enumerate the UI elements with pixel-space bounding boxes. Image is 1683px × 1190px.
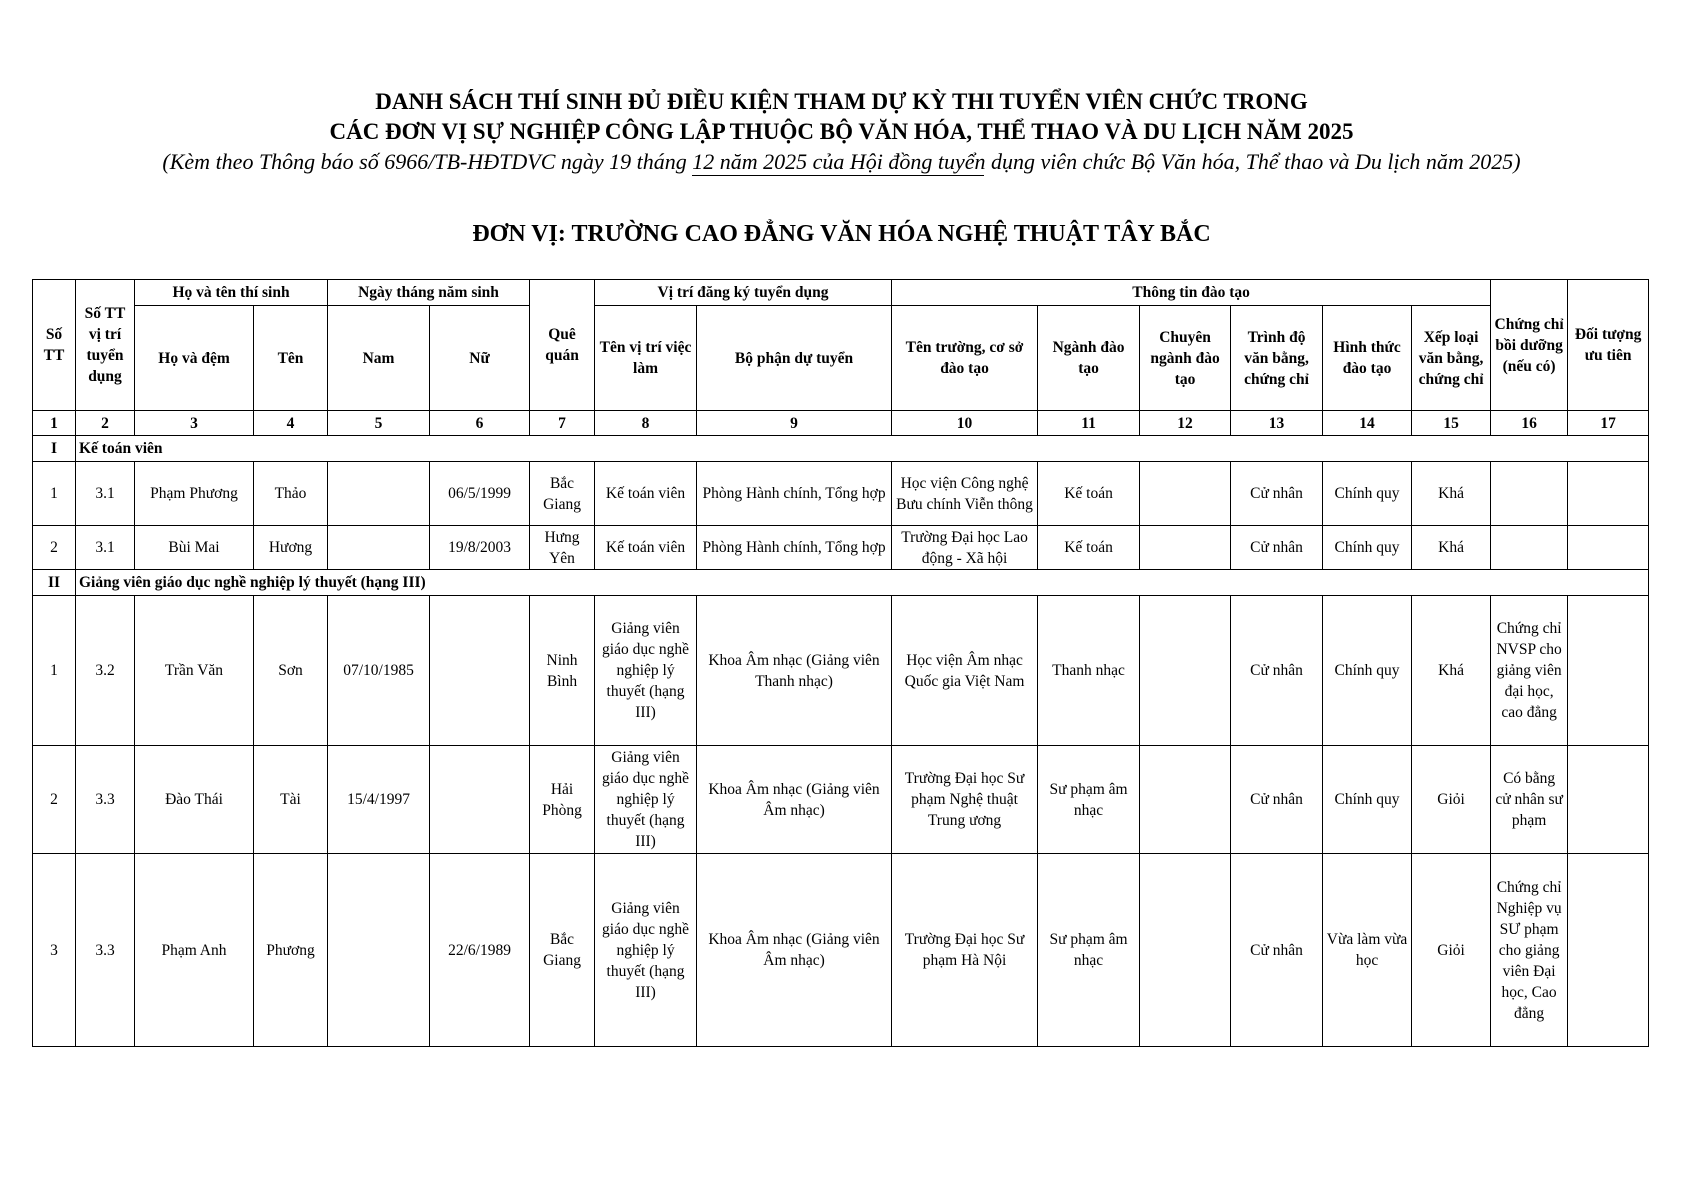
header-dao-tao-group: Thông tin đào tạo bbox=[892, 280, 1491, 306]
cell-nganh: Sư phạm âm nhạc bbox=[1038, 746, 1140, 854]
column-number: 17 bbox=[1568, 411, 1649, 436]
column-number: 4 bbox=[254, 411, 328, 436]
cell-nam: 15/4/1997 bbox=[328, 746, 430, 854]
cell-bo-phan: Phòng Hành chính, Tổng hợp bbox=[697, 462, 892, 526]
column-number: 6 bbox=[430, 411, 530, 436]
cell-ten: Thảo bbox=[254, 462, 328, 526]
header-bo-phan: Bộ phận dự tuyển bbox=[697, 306, 892, 411]
cell-nam bbox=[328, 526, 430, 570]
column-number-row bbox=[33, 411, 1649, 436]
section-row bbox=[33, 570, 1649, 596]
table-row bbox=[33, 462, 1649, 526]
cell-chung-chi bbox=[1491, 526, 1568, 570]
cell-bo-phan: Phòng Hành chính, Tổng hợp bbox=[697, 526, 892, 570]
cell-nam: 07/10/1985 bbox=[328, 596, 430, 746]
cell-nu bbox=[430, 596, 530, 746]
subtitle-underline bbox=[692, 175, 984, 176]
header-ten-truong: Tên trường, cơ sở đào tạo bbox=[892, 306, 1038, 411]
cell-ten-truong: Trường Đại học Lao động - Xã hội bbox=[892, 526, 1038, 570]
cell-stt: 2 bbox=[33, 526, 76, 570]
cell-stt: 1 bbox=[33, 596, 76, 746]
cell-chung-chi: Chứng chỉ Nghiệp vụ SƯ phạm cho giảng viên Đại học, Cao đẳng bbox=[1491, 854, 1568, 1047]
cell-nganh: Kế toán bbox=[1038, 526, 1140, 570]
cell-xep-loai: Giỏi bbox=[1412, 746, 1491, 854]
header-que-quan: Quê quán bbox=[530, 280, 595, 411]
cell-chuyen-nganh bbox=[1140, 462, 1231, 526]
table-row bbox=[33, 526, 1649, 570]
cell-xep-loai: Khá bbox=[1412, 526, 1491, 570]
cell-so-tt-vi-tri: 3.3 bbox=[76, 854, 135, 1047]
cell-ten-vi-tri: Kế toán viên bbox=[595, 526, 697, 570]
header-stt: Số TT bbox=[33, 280, 76, 411]
document-title-line-2: CÁC ĐƠN VỊ SỰ NGHIỆP CÔNG LẬP THUỘC BỘ VĂN HÓA, THỂ THAO VÀ DU LỊCH NĂM 2025 bbox=[329, 119, 1354, 144]
column-number: 7 bbox=[530, 411, 595, 436]
document-subtitle: (Kèm theo Thông báo số 6966/TB-HĐTDVC ngày 19 tháng 12 năm 2025 của Hội đồng tuyển dụng viên chức Bộ Văn hóa, Thể thao và Du lịch năm 2025) bbox=[162, 149, 1521, 174]
cell-stt: 3 bbox=[33, 854, 76, 1047]
candidate-table bbox=[32, 279, 1649, 1047]
column-number: 9 bbox=[697, 411, 892, 436]
cell-ten-truong: Học viện Công nghệ Bưu chính Viễn thông bbox=[892, 462, 1038, 526]
cell-xep-loai: Khá bbox=[1412, 596, 1491, 746]
header-chung-chi: Chứng chỉ bồi dưỡng (nếu có) bbox=[1491, 280, 1568, 411]
cell-ho-dem: Bùi Mai bbox=[135, 526, 254, 570]
cell-ho-dem: Trần Văn bbox=[135, 596, 254, 746]
cell-ten: Sơn bbox=[254, 596, 328, 746]
cell-so-tt-vi-tri: 3.1 bbox=[76, 526, 135, 570]
cell-nam bbox=[328, 462, 430, 526]
cell-ho-dem: Đào Thái bbox=[135, 746, 254, 854]
cell-doi-tuong bbox=[1568, 746, 1649, 854]
column-number: 2 bbox=[76, 411, 135, 436]
cell-que-quan: Bắc Giang bbox=[530, 854, 595, 1047]
cell-stt: 1 bbox=[33, 462, 76, 526]
section-code: I bbox=[33, 436, 76, 462]
column-number: 13 bbox=[1231, 411, 1323, 436]
cell-bo-phan: Khoa Âm nhạc (Giảng viên Thanh nhạc) bbox=[697, 596, 892, 746]
column-number: 15 bbox=[1412, 411, 1491, 436]
cell-ten: Hương bbox=[254, 526, 328, 570]
cell-nganh: Sư phạm âm nhạc bbox=[1038, 854, 1140, 1047]
cell-hinh-thuc: Vừa làm vừa học bbox=[1323, 854, 1412, 1047]
column-number: 11 bbox=[1038, 411, 1140, 436]
cell-ten: Phương bbox=[254, 854, 328, 1047]
cell-nganh: Thanh nhạc bbox=[1038, 596, 1140, 746]
header-chuyen-nganh: Chuyên ngành đào tạo bbox=[1140, 306, 1231, 411]
column-number: 14 bbox=[1323, 411, 1412, 436]
cell-stt: 2 bbox=[33, 746, 76, 854]
cell-doi-tuong bbox=[1568, 596, 1649, 746]
header-ho-dem: Họ và đệm bbox=[135, 306, 254, 411]
cell-que-quan: Hưng Yên bbox=[530, 526, 595, 570]
cell-ten-vi-tri: Giảng viên giáo dục nghề nghiệp lý thuyết (hạng III) bbox=[595, 854, 697, 1047]
header-ten: Tên bbox=[254, 306, 328, 411]
cell-que-quan: Hải Phòng bbox=[530, 746, 595, 854]
section-title: Giảng viên giáo dục nghề nghiệp lý thuyết (hạng III) bbox=[76, 570, 1649, 596]
document-title-line-1: DANH SÁCH THÍ SINH ĐỦ ĐIỀU KIỆN THAM DỰ KỲ THI TUYỂN VIÊN CHỨC TRONG bbox=[375, 89, 1308, 114]
table-row bbox=[33, 854, 1649, 1047]
header-row-1 bbox=[33, 280, 1649, 306]
header-row-2 bbox=[33, 306, 1649, 411]
cell-trinh-do: Cử nhân bbox=[1231, 596, 1323, 746]
table-row bbox=[33, 746, 1649, 854]
cell-que-quan: Bắc Giang bbox=[530, 462, 595, 526]
cell-ho-dem: Phạm Anh bbox=[135, 854, 254, 1047]
cell-ho-dem: Phạm Phương bbox=[135, 462, 254, 526]
cell-ten-truong: Trường Đại học Sư phạm Nghệ thuật Trung ương bbox=[892, 746, 1038, 854]
cell-chuyen-nganh bbox=[1140, 854, 1231, 1047]
cell-ten-truong: Trường Đại học Sư phạm Hà Nội bbox=[892, 854, 1038, 1047]
header-nu: Nữ bbox=[430, 306, 530, 411]
cell-chuyen-nganh bbox=[1140, 746, 1231, 854]
cell-doi-tuong bbox=[1568, 462, 1649, 526]
cell-nam bbox=[328, 854, 430, 1047]
cell-doi-tuong bbox=[1568, 854, 1649, 1047]
header-nganh: Ngành đào tạo bbox=[1038, 306, 1140, 411]
column-number: 3 bbox=[135, 411, 254, 436]
cell-so-tt-vi-tri: 3.3 bbox=[76, 746, 135, 854]
cell-nu: 22/6/1989 bbox=[430, 854, 530, 1047]
cell-nganh: Kế toán bbox=[1038, 462, 1140, 526]
column-number: 5 bbox=[328, 411, 430, 436]
cell-trinh-do: Cử nhân bbox=[1231, 746, 1323, 854]
header-doi-tuong: Đối tượng ưu tiên bbox=[1568, 280, 1649, 411]
column-number: 10 bbox=[892, 411, 1038, 436]
column-number: 8 bbox=[595, 411, 697, 436]
cell-chuyen-nganh bbox=[1140, 526, 1231, 570]
header-ngay-sinh-group: Ngày tháng năm sinh bbox=[328, 280, 530, 306]
cell-chuyen-nganh bbox=[1140, 596, 1231, 746]
header-ten-vi-tri: Tên vị trí việc làm bbox=[595, 306, 697, 411]
cell-hinh-thuc: Chính quy bbox=[1323, 526, 1412, 570]
cell-nu: 19/8/2003 bbox=[430, 526, 530, 570]
header-vi-tri-group: Vị trí đăng ký tuyển dụng bbox=[595, 280, 892, 306]
cell-ten-vi-tri: Giảng viên giáo dục nghề nghiệp lý thuyết (hạng III) bbox=[595, 596, 697, 746]
header-nam: Nam bbox=[328, 306, 430, 411]
cell-chung-chi: Có bằng cử nhân sư phạm bbox=[1491, 746, 1568, 854]
cell-bo-phan: Khoa Âm nhạc (Giảng viên Âm nhạc) bbox=[697, 746, 892, 854]
cell-hinh-thuc: Chính quy bbox=[1323, 746, 1412, 854]
cell-trinh-do: Cử nhân bbox=[1231, 526, 1323, 570]
section-title: Kế toán viên bbox=[76, 436, 1649, 462]
column-number: 12 bbox=[1140, 411, 1231, 436]
cell-nu bbox=[430, 746, 530, 854]
cell-trinh-do: Cử nhân bbox=[1231, 462, 1323, 526]
header-trinh-do: Trình độ văn bằng, chứng chỉ bbox=[1231, 306, 1323, 411]
cell-doi-tuong bbox=[1568, 526, 1649, 570]
section-code: II bbox=[33, 570, 76, 596]
cell-ten-truong: Học viện Âm nhạc Quốc gia Việt Nam bbox=[892, 596, 1038, 746]
cell-hinh-thuc: Chính quy bbox=[1323, 462, 1412, 526]
cell-ten-vi-tri: Kế toán viên bbox=[595, 462, 697, 526]
cell-xep-loai: Giỏi bbox=[1412, 854, 1491, 1047]
cell-nu: 06/5/1999 bbox=[430, 462, 530, 526]
section-row bbox=[33, 436, 1649, 462]
cell-chung-chi: Chứng chỉ NVSP cho giảng viên đại học, cao đẳng bbox=[1491, 596, 1568, 746]
cell-bo-phan: Khoa Âm nhạc (Giảng viên Âm nhạc) bbox=[697, 854, 892, 1047]
cell-ten-vi-tri: Giảng viên giáo dục nghề nghiệp lý thuyết (hạng III) bbox=[595, 746, 697, 854]
cell-ten: Tài bbox=[254, 746, 328, 854]
column-number: 1 bbox=[33, 411, 76, 436]
cell-trinh-do: Cử nhân bbox=[1231, 854, 1323, 1047]
header-hinh-thuc: Hình thức đào tạo bbox=[1323, 306, 1412, 411]
header-so-tt-vi-tri: Số TT vị trí tuyển dụng bbox=[76, 280, 135, 411]
cell-so-tt-vi-tri: 3.2 bbox=[76, 596, 135, 746]
unit-heading: ĐƠN VỊ: TRƯỜNG CAO ĐẲNG VĂN HÓA NGHỆ THUẬT TÂY BẮC bbox=[472, 221, 1211, 247]
table-row bbox=[33, 596, 1649, 746]
cell-que-quan: Ninh Bình bbox=[530, 596, 595, 746]
cell-so-tt-vi-tri: 3.1 bbox=[76, 462, 135, 526]
column-number: 16 bbox=[1491, 411, 1568, 436]
cell-hinh-thuc: Chính quy bbox=[1323, 596, 1412, 746]
cell-chung-chi bbox=[1491, 462, 1568, 526]
cell-xep-loai: Khá bbox=[1412, 462, 1491, 526]
header-xep-loai: Xếp loại văn bằng, chứng chỉ bbox=[1412, 306, 1491, 411]
header-ho-ten-group: Họ và tên thí sinh bbox=[135, 280, 328, 306]
